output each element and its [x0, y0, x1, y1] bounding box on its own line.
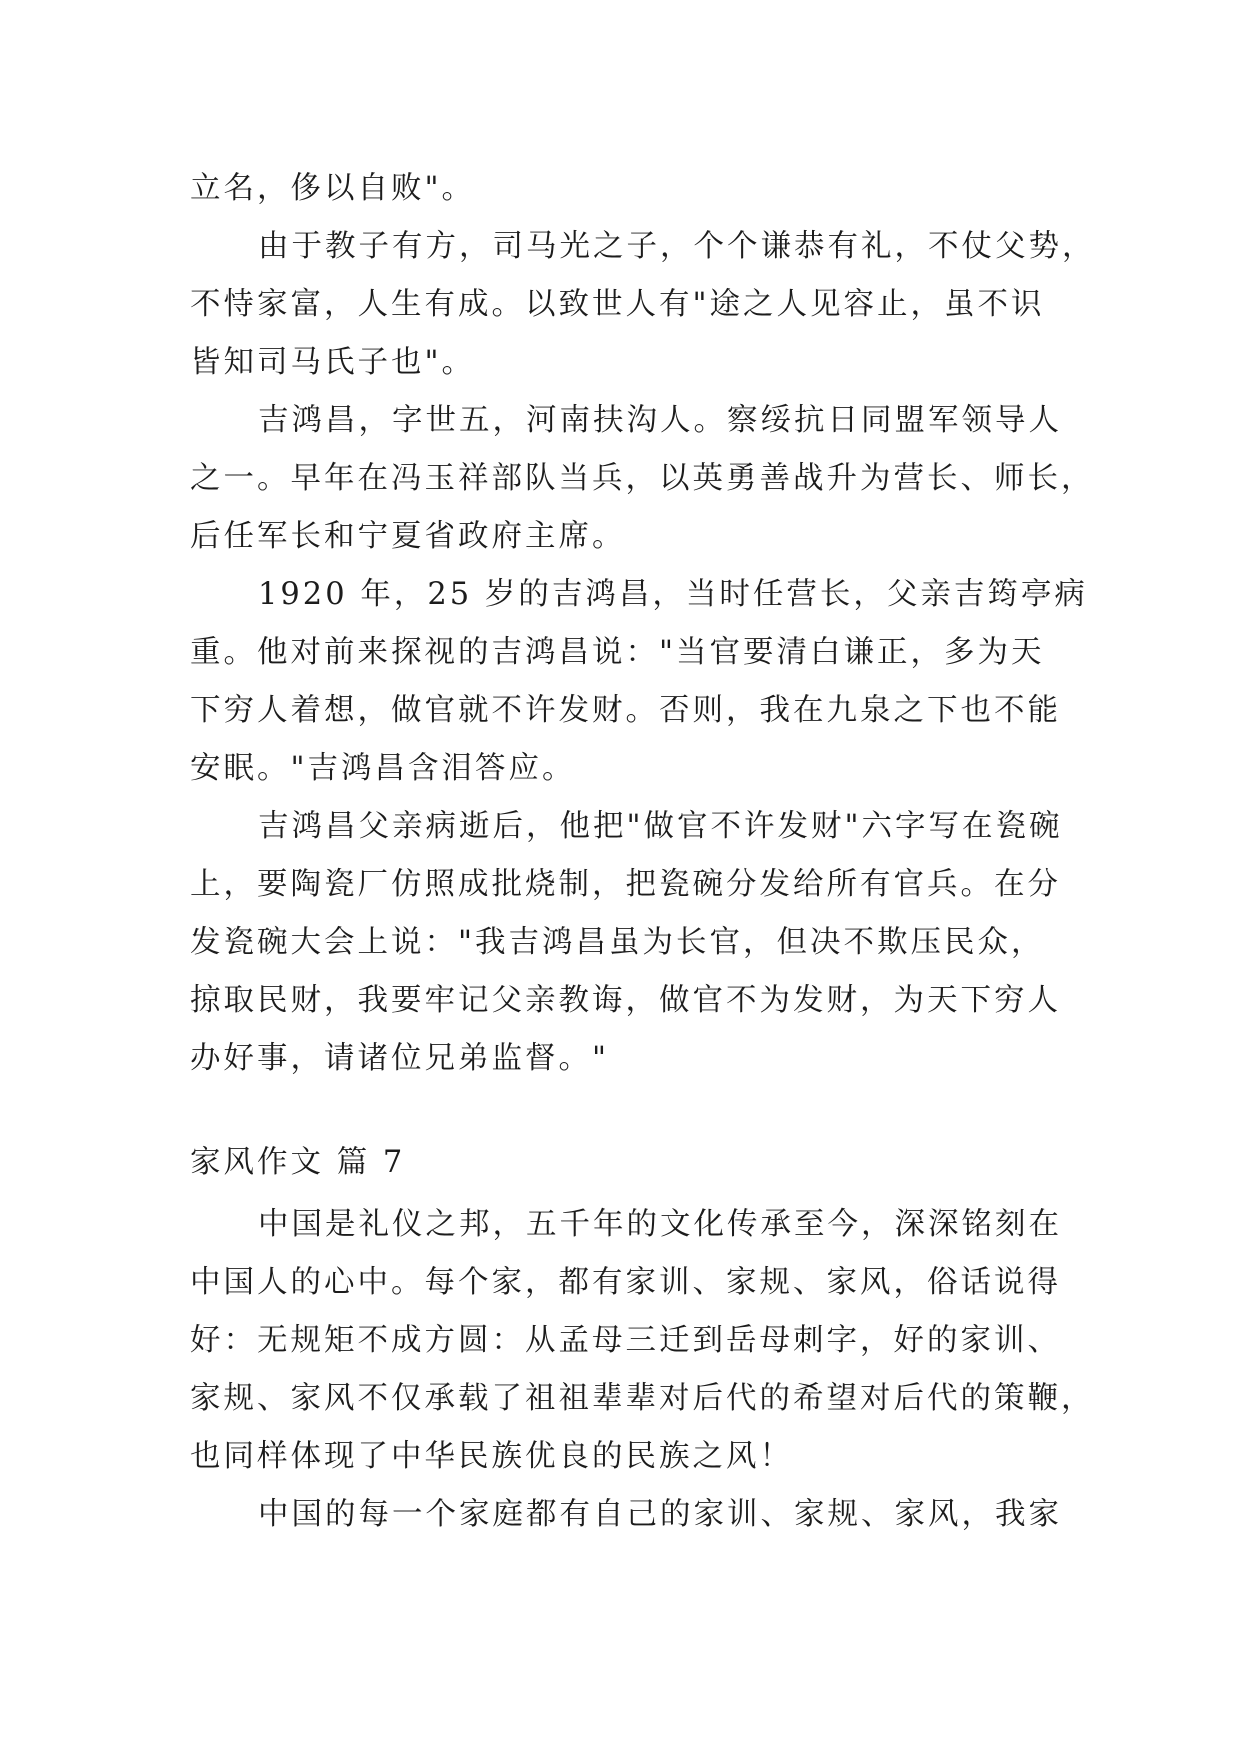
section-heading: 家风作文 篇 7 — [190, 1145, 406, 1180]
text-line: 重。他对前来探视的吉鸿昌说："当官要清白谦正，多为天 — [190, 635, 1045, 670]
text-line: 由于教子有方，司马光之子，个个谦恭有礼，不仗父势， — [258, 229, 1096, 264]
text-line: 皆知司马氏子也"。 — [190, 345, 476, 380]
text-line: 也同样体现了中华民族优良的民族之风！ — [190, 1439, 793, 1474]
text-line: 中国人的心中。每个家，都有家训、家规、家风，俗话说得 — [190, 1265, 1061, 1300]
text-line: 发瓷碗大会上说："我吉鸿昌虽为长官，但决不欺压民众， — [190, 925, 1045, 960]
body-text-block-1 — [190, 160, 1096, 1088]
body-text-block-2 — [190, 1196, 1095, 1544]
text-line: 立名，侈以自败"。 — [190, 171, 476, 206]
text-line: 之一。早年在冯玉祥部队当兵，以英勇善战升为营长、师长， — [190, 461, 1095, 496]
text-line: 掠取民财，我要牢记父亲教诲，做官不为发财，为天下穷人 — [190, 983, 1061, 1018]
text-line: 不恃家富，人生有成。以致世人有"途之人见容止，虽不识 — [190, 287, 1045, 322]
text-line: 中国的每一个家庭都有自己的家训、家规、家风，我家 — [258, 1497, 1062, 1532]
text-line: 1920 年，25 岁的吉鸿昌，当时任营长，父亲吉筠亭病 — [258, 577, 1088, 612]
text-line: 下穷人着想，做官就不许发财。否则，我在九泉之下也不能 — [190, 693, 1061, 728]
text-line: 上，要陶瓷厂仿照成批烧制，把瓷碗分发给所有官兵。在分 — [190, 867, 1061, 902]
text-line: 安眠。"吉鸿昌含泪答应。 — [190, 751, 576, 786]
text-line: 后任军长和宁夏省政府主席。 — [190, 519, 626, 554]
text-line: 中国是礼仪之邦，五千年的文化传承至今，深深铭刻在 — [258, 1207, 1062, 1242]
text-line: 吉鸿昌父亲病逝后，他把"做官不许发财"六字写在瓷碗 — [258, 809, 1063, 844]
text-line: 吉鸿昌，字世五，河南扶沟人。察绥抗日同盟军领导人 — [258, 403, 1062, 438]
text-line: 好：无规矩不成方圆：从孟母三迁到岳母刺字，好的家训、 — [190, 1323, 1061, 1358]
text-line: 办好事，请诸位兄弟监督。" — [190, 1041, 610, 1076]
text-line: 家规、家风不仅承载了祖祖辈辈对后代的希望对后代的策鞭， — [190, 1381, 1095, 1416]
